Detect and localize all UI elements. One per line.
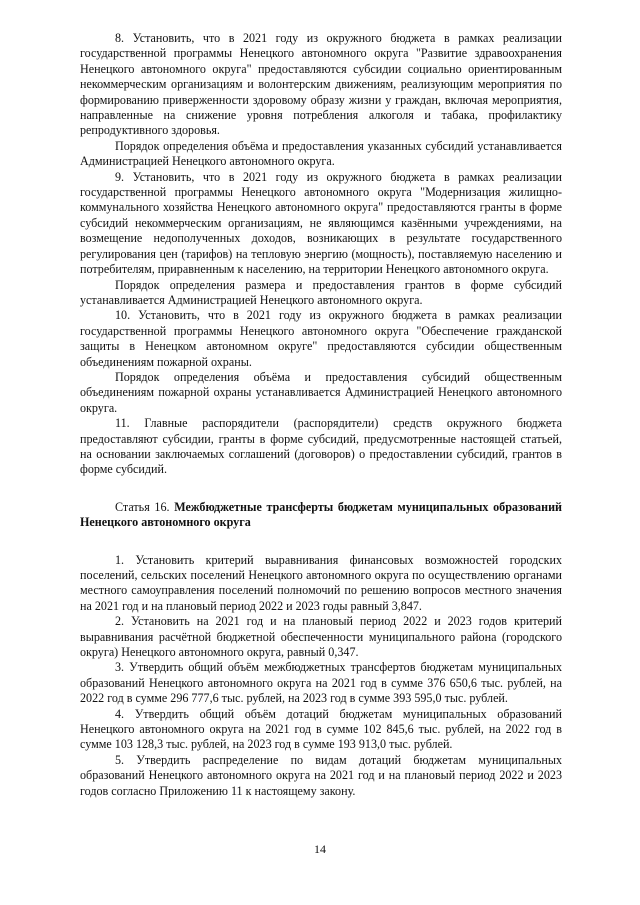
- article-title: Межбюджетные трансферты бюджетам муниципальных образований Ненецкого автономного округа: [80, 499, 563, 530]
- page-number: 14: [314, 842, 326, 856]
- article-16-item-3: 3. Утвердить общий объём межбюджетных трансфертов бюджетам муниципальных образований Ненецкого автономного округа на 2021 год в сумме 376 650,6 тыс. рублей, на 2022 год в сумме 296 777,6 тыс. рублей, на 2023 год в сумме 393 595,0 тыс. рублей.: [80, 660, 562, 706]
- paragraph-10: 10. Установить, что в 2021 году из окружного бюджета в рамках реализации государственной программы Ненецкого автономного округа "Обеспечение гражданской защиты в Ненецком автономном округе" предоставляются субсидии общественным объединениям пожарной охраны.: [80, 308, 562, 369]
- article-16-item-1: 1. Установить критерий выравнивания финансовых возможностей городских поселений, сельских поселений Ненецкого автономного округа по осуществлению органами местного самоуправления поселений полномочий по решению вопросов местного значения на 2021 год и на плановый период 2022 и 2023 годы равный 3,847.: [80, 552, 562, 613]
- article-16-item-2: 2. Установить на 2021 год и на плановый период 2022 и 2023 годов критерий выравнивания расчётной бюджетной обеспеченности муниципального района (городского округа) Ненецкого автономного округа, равный 0,347.: [80, 614, 562, 660]
- article-label: Статья 16.: [115, 499, 170, 514]
- article-heading: [80, 500, 562, 531]
- paragraph-8: 8. Установить, что в 2021 году из окружного бюджета в рамках реализации государственной программы Ненецкого автономного округа "Развитие здравоохранения Ненецкого автономного округа" предоставляются субсидии социально ориентированным некоммерческим организациям и волонтерским движениям, реализующим мероприятия по формированию приверженности здоровому образу жизни у граждан, включая мероприятия, направленные на снижение уровня потребления алкоголя и табака, профилактику репродуктивного здоровья.: [80, 31, 562, 138]
- paragraph-9: 9. Установить, что в 2021 году из окружного бюджета в рамках реализации государственной программы Ненецкого автономного округа "Модернизация жилищно-коммунального хозяйства Ненецкого автономного округа" предоставляются гранты в форме субсидий некоммерческим организациям, не являющимся казёнными учреждениями, на возмещение недополученных доходов, возникающих в результате государственного регулирования цен (тарифов) на тепловую энергию (мощность), поставляемую населению и потребителям, приравненным к населению, на территории Ненецкого автономного округа.: [80, 169, 562, 277]
- paragraph-9-procedure: Порядок определения размера и предоставления грантов в форме субсидий устанавливается Администрацией Ненецкого автономного округа.: [80, 277, 562, 307]
- paragraph-8-procedure: Порядок определения объёма и предоставления указанных субсидий устанавливается Администрацией Ненецкого автономного округа.: [80, 138, 562, 169]
- article-16-item-5: 5. Утвердить распределение по видам дотаций бюджетам муниципальных образований Ненецкого автономного округа на 2021 год и на плановый период 2022 и 2023 годов согласно Приложению 11 к настоящему закону.: [80, 752, 562, 798]
- section-gap-after-heading: [80, 531, 562, 553]
- paragraph-11: 11. Главные распорядители (распорядители) средств окружного бюджета предоставляют субсидии, гранты в форме субсидий, предусмотренные настоящей статьей, на основании заключаемых соглашений (договоров) о предоставлении субсидий, грантов в форме субсидий.: [80, 416, 562, 477]
- page-content: [80, 31, 562, 799]
- paragraph-10-procedure: Порядок определения объёма и предоставления субсидий общественным объединениям пожарной охраны устанавливается Администрацией Ненецкого автономного округа.: [80, 369, 562, 415]
- article-16-item-4: 4. Утвердить общий объём дотаций бюджетам муниципальных образований Ненецкого автономного округа на 2021 год в сумме 102 845,6 тыс. рублей, на 2022 год в сумме 103 128,3 тыс. рублей, на 2023 год в сумме 193 913,0 тыс. рублей.: [80, 706, 562, 752]
- section-gap: [80, 478, 562, 500]
